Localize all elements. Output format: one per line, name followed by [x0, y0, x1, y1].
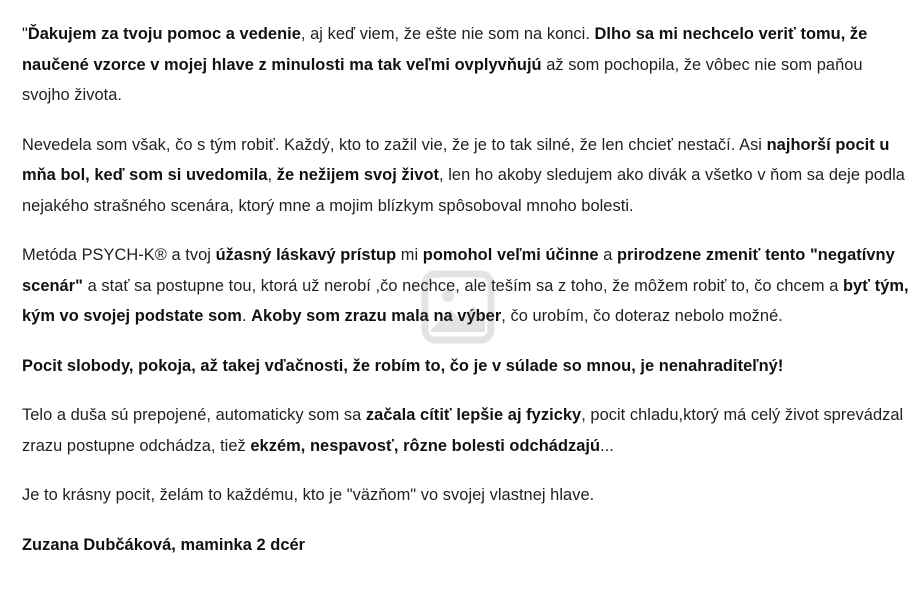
text-run-bold: Dlho sa mi nechcelo veriť tomu, že naučené vzorce v mojej hlave z minulosti ma tak veľmi ovplyvňujú [22, 25, 868, 74]
text-run-bold: Ďakujem za tvoju pomoc a vedenie [27, 25, 301, 43]
text-run: , [267, 166, 277, 184]
testimonial-paragraph-6 [22, 480, 914, 511]
text-run: až som pochopila, že vôbec nie som paňou svojho života. [22, 55, 863, 104]
text-run-bold: začala cítiť lepšie aj fyzicky [365, 406, 582, 424]
testimonial-article [22, 19, 914, 579]
text-run: Metóda PSYCH-K® a tvoj [22, 246, 216, 264]
testimonial-paragraph-4 [22, 351, 914, 382]
testimonial-paragraph-1 [22, 19, 914, 111]
text-run-bold: pomohol veľmi účinne [422, 246, 599, 264]
text-run-bold: prirodzene zmeniť tento "negatívny scenár" [22, 246, 895, 295]
signature-name: Zuzana Dubčáková, maminka 2 dcér [22, 535, 306, 554]
text-run: " [22, 25, 28, 43]
text-run: a stať sa postupne tou, ktorá už nerobí ,čo nechce, ale teším sa z toho, že môžem robiť to, čo chcem a [82, 276, 843, 295]
text-run: , aj keď viem, že ešte nie som na konci. [300, 25, 595, 43]
testimonial-paragraph-3 [22, 240, 914, 332]
testimonial-paragraph-5 [22, 400, 914, 461]
text-run-bold: najhorší pocit u mňa bol, keď som si uvedomila [22, 135, 890, 184]
text-run: , len ho akoby sledujem ako divák a všetko v ňom sa deje podla nejakého strašného scenára, ktorý mne a mojim blízkym spôsoboval mnoho bolesti. [22, 166, 905, 215]
text-run-bold: ekzém, nespavosť, rôzne bolesti odchádzajú [250, 436, 601, 455]
text-run: Telo a duša sú prepojené, automaticky som sa [22, 406, 366, 424]
text-run: , čo urobím, čo doteraz nebolo možné. [501, 307, 783, 325]
text-run-bold: Akoby som zrazu mala na výber [251, 307, 502, 325]
text-run: mi [396, 246, 423, 264]
text-run-bold: že nežijem svoj život [276, 166, 440, 184]
text-run: Je to krásny pocit, želám to každému, kto je "väzňom" vo svojej vlastnej hlave. [22, 486, 595, 504]
text-run: ... [600, 436, 614, 455]
text-run: , pocit chladu,ktorý má celý život sprevádzal zrazu postupne odchádza, tiež [22, 406, 904, 455]
text-run: . [241, 307, 252, 325]
testimonial-signature [22, 530, 914, 561]
text-run-bold: byť tým, kým vo svojej podstate som [22, 276, 909, 325]
text-run: a [598, 246, 617, 264]
text-run: Nevedela som však, čo s tým robiť. Každý, kto to zažil vie, že je to tak silné, že len chcieť nestačí. Asi [22, 135, 767, 154]
testimonial-paragraph-2 [22, 130, 914, 222]
text-run-bold: Pocit slobody, pokoja, až takej vďačnosti, že robím to, čo je v súlade so mnou, je nenahraditeľný! [22, 356, 784, 375]
text-run-bold: úžasný láskavý prístup [215, 246, 397, 264]
